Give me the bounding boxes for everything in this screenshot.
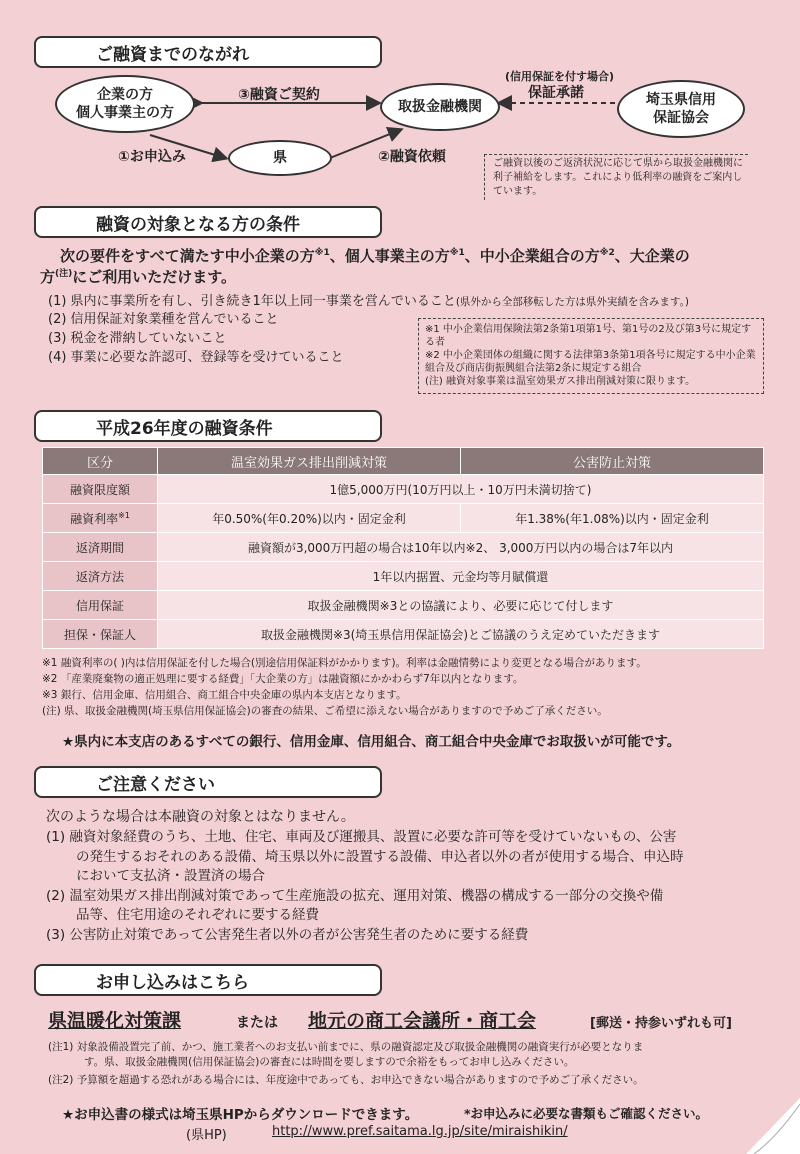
row-value-pollution: 年1.38%(年1.08%)以内・固定金利 [461, 504, 764, 533]
eligibility-item-4: (4) 事業に必要な許認可、登録等を受けていること [48, 350, 344, 365]
caution-item: (2) 温室効果ガス排出削減対策であって生産施設の拡充、運用対策、機器の構成する一部分の交換や備 [46, 887, 664, 904]
intro-sme: 次の要件をすべて満たす中小企業の方 [60, 247, 315, 265]
row-value: 取扱金融機関※3との協議により、必要に応じて付します [158, 591, 764, 620]
company-line2: 個人事業主の方 [76, 105, 174, 121]
row-label: 返済方法 [43, 562, 158, 591]
rate-mark: ※1 [118, 510, 130, 520]
intro-e: 方 [40, 268, 56, 286]
page-curl [746, 1098, 800, 1154]
chamber-name: 地元の商工会議所・商工会 [308, 1010, 537, 1032]
apply-method: [郵送・持参いずれも可] [590, 1016, 732, 1031]
banks-note: ★県内に本支店のあるすべての銀行、信用金庫、信用組合、商工組合中央金庫でお取扱いが可能です。 [62, 734, 681, 750]
apply-note-1a: (注1) 対象設備設置完了前、かつ、施工業者へのお支払い前までに、県の融資認定及び取扱金融機関の融資実行が必要となりま [48, 1041, 644, 1053]
eligibility-intro-line2 [40, 266, 236, 287]
flow-heading: ご融資までのながれ [34, 36, 382, 68]
caution-item-cont: の発生するおそれのある設備、埼玉県以外に設置する設備、申込者以外の者が使用する場合、申込時 [76, 848, 684, 865]
docs-note: *お申込みに必要な書類もご確認ください。 [464, 1106, 709, 1121]
eligibility-heading: 融資の対象となる方の条件 [34, 206, 382, 238]
caution-item-cont: 品等、住宅用途のそれぞれに要する経費 [76, 907, 319, 923]
apply-note-2: (注2) 予算額を超過する恐れがある場合には、年度途中であっても、お申込できない場合がありますので予めご了承ください。 [48, 1074, 644, 1086]
apply-notes [48, 1040, 770, 1088]
row-label: 担保・保証人 [43, 620, 158, 649]
or-label: または [236, 1015, 278, 1031]
table-row [43, 591, 764, 620]
hp-url-link[interactable]: http://www.pref.saitama.lg.jp/site/miraishikin/ [272, 1124, 568, 1139]
intro-sole: 、個人事業主の方 [329, 247, 450, 265]
caution-item: (1) 融資対象経費のうち、土地、住宅、車両及び運搬具、設置に必要な許可等を受けていないもの、公害 [46, 829, 677, 845]
row-label: 信用保証 [43, 591, 158, 620]
row-value: 1億5,000万円(10万円以上・10万円未満切捨て) [158, 475, 764, 504]
elig-note-2: ※2 中小企業団体の組織に関する法律第3条第1項各号に規定する中小企業組合及び商店街振興組合法第2条に規定する組合 [425, 350, 756, 374]
pref-oval: 県 [228, 140, 332, 176]
eligibility-item-2: (2) 信用保証対象業種を営んでいること [48, 312, 279, 327]
assoc-line2: 保証協会 [653, 110, 709, 126]
intro-coop: 、中小企業組合の方 [464, 247, 600, 265]
caution-list [46, 828, 776, 945]
company-oval [55, 75, 195, 133]
apply-heading: お申し込みはこちら [34, 964, 382, 996]
intro-mark2: ※1 [449, 248, 465, 258]
table-header-row [43, 448, 764, 475]
guarantee-note: (信用保証を付す場合) [505, 70, 615, 83]
item1-text: (1) 県内に事業所を有し、引き続き1年以上同一事業を営んでいること [48, 294, 456, 309]
guarantee-accept: 保証承諾 [528, 85, 584, 101]
hp-label: (県HP) [186, 1128, 227, 1143]
caution-item-cont: において支払済・設置済の場合 [76, 868, 265, 884]
table-row [43, 533, 764, 562]
conditions-heading: 平成26年度の融資条件 [34, 410, 382, 442]
caution-heading: ご注意ください [34, 766, 382, 798]
header-pollution: 公害防止対策 [461, 448, 764, 475]
intro-f: にご利用いただけます。 [72, 268, 237, 286]
assoc-line1: 埼玉県信用 [646, 92, 716, 108]
table-row [43, 504, 764, 533]
apply-note-1b: す。県、取扱金融機関(信用保証協会)の審査には時間を要しますので余裕をもってお申し込みください。 [84, 1056, 575, 1068]
company-line1: 企業の方 [97, 87, 153, 103]
row-label: 返済期間 [43, 533, 158, 562]
association-oval [617, 80, 745, 138]
table-row [43, 620, 764, 649]
conditions-notes [42, 655, 772, 719]
rate-label: 融資利率 [70, 511, 119, 526]
caution-intro: 次のような場合は本融資の対象とはなりません。 [46, 809, 355, 825]
caution-item: (3) 公害防止対策であって公害発生者以外の者が公害発生者のために要する経費 [46, 926, 529, 943]
row-value: 取扱金融機関※3(埼玉県信用保証協会)とご協議のうえ定めていただきます [158, 620, 764, 649]
conditions-table [42, 447, 764, 649]
elig-note-1: ※1 中小企業信用保険法第2条第1項第1号、第1号の2及び第3号に規定する者 [425, 324, 752, 348]
cond-note-1: ※1 融資利率の( )内は信用保証を付した場合(別途信用保証料がかかります)。利率は金融情勢により変更となる場合があります。 [42, 657, 647, 669]
row-value: 1年以内据置、元金均等月賦償還 [158, 562, 764, 591]
eligibility-intro-line1 [60, 245, 690, 266]
item1-note: (県外から全部移転した方は県外実績を含みます。) [455, 296, 689, 308]
header-ghg: 温室効果ガス排出削減対策 [158, 448, 461, 475]
contract-label: ③融資ご契約 [238, 87, 320, 103]
header-category: 区分 [43, 448, 158, 475]
row-label [43, 504, 158, 533]
download-note: ★お申込書の様式は埼玉県HPからダウンロードできます。 [62, 1107, 419, 1123]
apply-label: ①お申込み [118, 149, 186, 165]
intro-mark1: ※1 [314, 248, 330, 258]
row-value: 融資額が3,000万円超の場合は10年以内※2、 3,000万円以内の場合は7年以内 [158, 533, 764, 562]
eligibility-item-3: (3) 税金を滞納していないこと [48, 331, 227, 346]
row-value-ghg: 年0.50%(年0.20%)以内・固定金利 [158, 504, 461, 533]
request-label: ②融資依頼 [378, 149, 446, 165]
intro-mark3: ※2 [599, 248, 615, 258]
cond-note-2: ※2 「産業廃棄物の適正処理に要する経費」「大企業の方」は融資額にかかわらず7年以内となります。 [42, 673, 524, 685]
cond-note-4: (注) 県、取扱金融機関(埼玉県信用保証協会)の審査の結果、ご希望に添えない場合がありますので予めご了承ください。 [42, 705, 608, 717]
table-row [43, 475, 764, 504]
bank-oval: 取扱金融機関 [380, 83, 500, 131]
cond-note-3: ※3 銀行、信用金庫、信用組合、商工組合中央金庫の県内本支店となります。 [42, 689, 407, 701]
subsidy-note: ご融資以後のご返済状況に応じて県から取扱金融機関に利子補給をします。これにより低利率の融資をご案内しています。 [484, 154, 748, 200]
eligibility-notes [418, 318, 764, 394]
table-row [43, 562, 764, 591]
intro-large: 、大企業の [614, 247, 690, 265]
eligibility-item-1 [48, 290, 689, 309]
row-label: 融資限度額 [43, 475, 158, 504]
elig-note-3: (注) 融資対象事業は温室効果ガス排出削減対策に限ります。 [425, 376, 696, 387]
office-name: 県温暖化対策課 [48, 1010, 182, 1032]
intro-mark4: (注) [55, 269, 73, 279]
